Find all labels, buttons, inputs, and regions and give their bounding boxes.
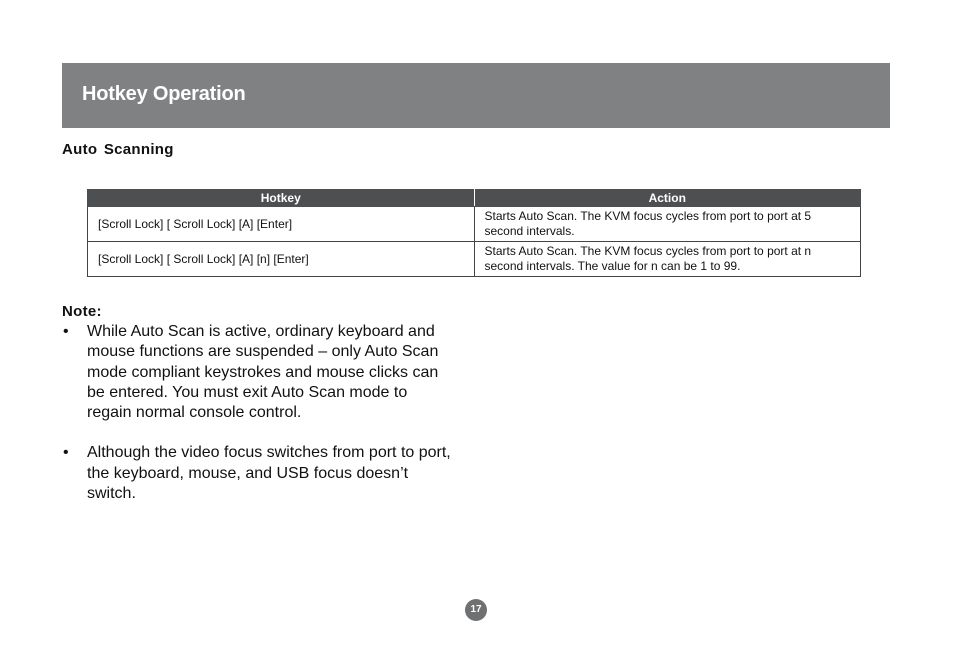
hotkey-cell: [Scroll Lock] [ Scroll Lock] [A] [Enter] <box>88 207 475 242</box>
list-item <box>62 443 452 504</box>
page-number-badge: 17 <box>465 599 487 621</box>
list-item <box>62 322 452 423</box>
hotkey-table <box>87 189 861 277</box>
section-title: Auto Scanning <box>62 141 174 158</box>
note-list <box>62 322 452 524</box>
bullet-icon: • <box>63 444 69 462</box>
note-text: Although the video focus switches from port to port, the keyboard, mouse, and USB focus doesn’t switch. <box>87 444 451 503</box>
table-row <box>88 207 861 242</box>
table-header-row <box>88 190 861 207</box>
action-cell: Starts Auto Scan. The KVM focus cycles from port to port at 5 second intervals. <box>474 207 861 242</box>
note-text: While Auto Scan is active, ordinary keyboard and mouse functions are suspended – only Auto Scan mode compliant keystrokes and mouse clicks can be entered. You must exit Auto Scan mode to regain normal console control. <box>87 323 439 422</box>
table-row <box>88 242 861 277</box>
note-title: Note: <box>62 303 102 320</box>
action-cell: Starts Auto Scan. The KVM focus cycles from port to port at n second intervals. The value for n can be 1 to 99. <box>474 242 861 277</box>
bullet-icon: • <box>63 323 69 340</box>
column-header-hotkey: Hotkey <box>88 190 475 207</box>
hotkey-cell: [Scroll Lock] [ Scroll Lock] [A] [n] [Enter] <box>88 242 475 277</box>
column-header-action: Action <box>474 190 861 207</box>
page-title: Hotkey Operation <box>82 83 246 105</box>
header-band <box>62 63 890 128</box>
